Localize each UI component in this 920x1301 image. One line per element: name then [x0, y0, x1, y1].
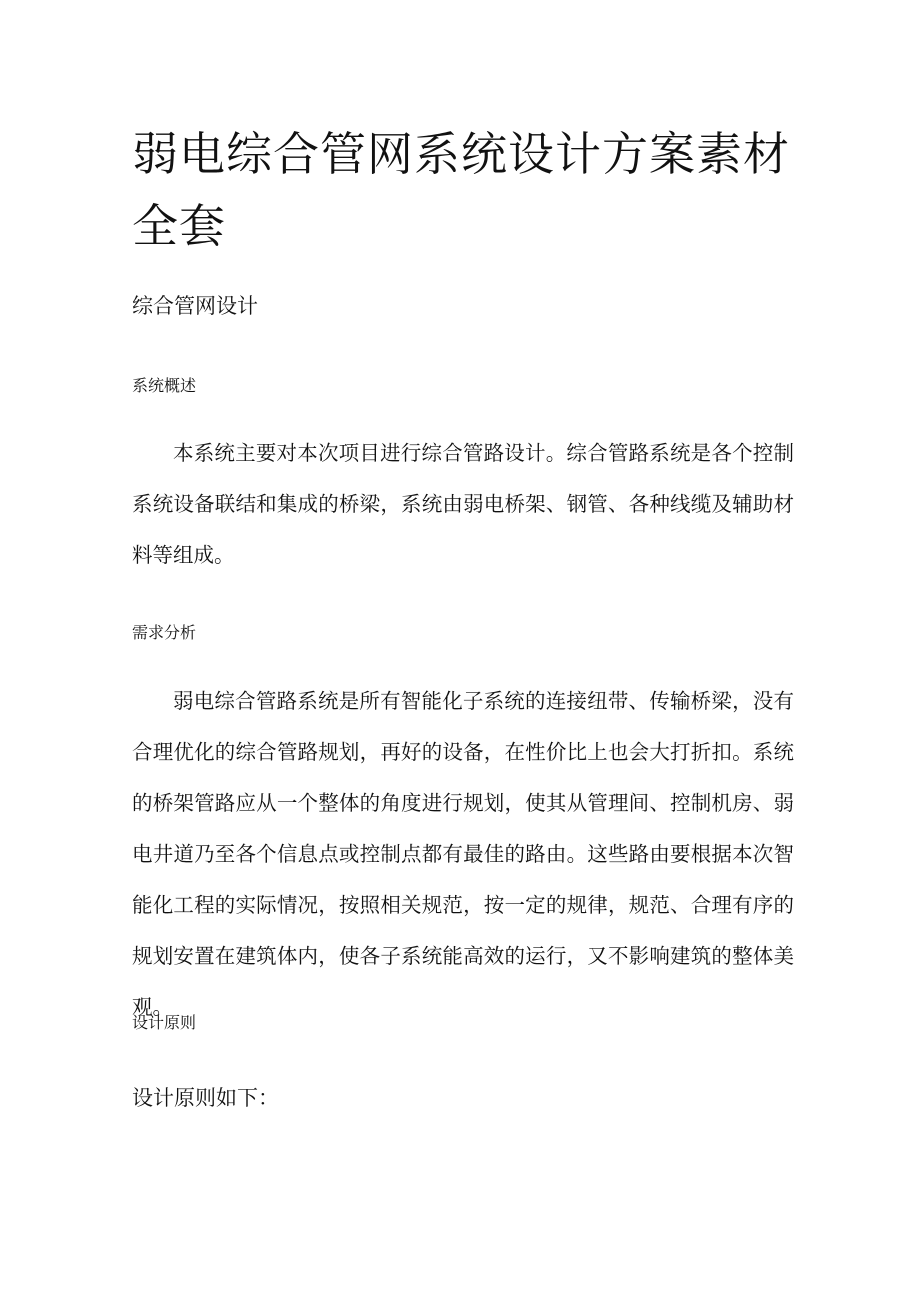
document-title: 弱电综合管网系统设计方案素材全套 — [132, 127, 790, 253]
requirements-paragraph: 弱电综合管路系统是所有智能化子系统的连接纽带、传输桥梁，没有合理优化的综合管路规划，再好的设备，在性价比上也会大打折扣。系统的桥架管路应从一个整体的角度进行规划，使其从管理间、控制机房、弱电井道乃至各个信息点或控制点都有最佳的路由。这些路由要根据本次智能化工程的实际情况，按照相关规范，按一定的规律，规范、合理有序的规划安置在建筑体内，使各子系统能高效的运行，又不影响建筑的整体美观。 — [132, 689, 794, 1019]
subsection-heading-overview: 系统概述 — [132, 376, 197, 395]
subsection-heading-principles: 设计原则 — [132, 1013, 197, 1032]
subsection-heading-requirements: 需求分析 — [132, 623, 197, 642]
principles-intro: 设计原则如下： — [132, 1086, 279, 1110]
section-heading: 综合管网设计 — [132, 294, 258, 318]
overview-paragraph: 本系统主要对本次项目进行综合管路设计。综合管路系统是各个控制系统设备联结和集成的桥梁，系统由弱电桥架、钢管、各种线缆及辅助材料等组成。 — [132, 441, 794, 567]
